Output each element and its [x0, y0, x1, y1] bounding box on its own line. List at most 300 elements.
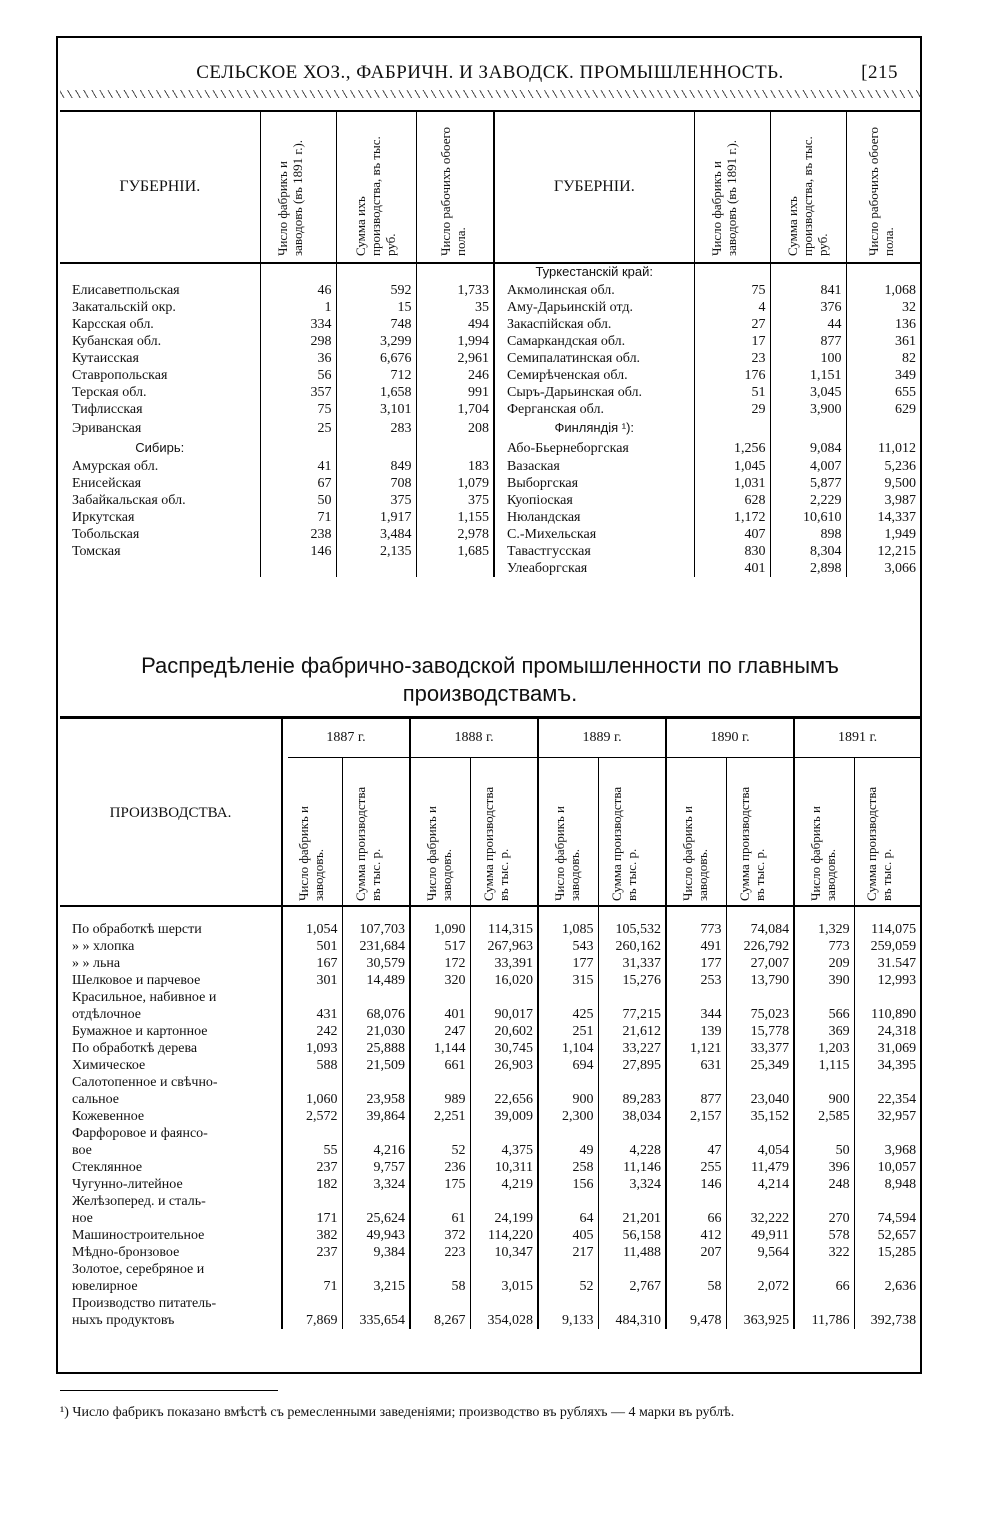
workers-count: 991: [416, 384, 494, 401]
table-row: [60, 1193, 920, 1210]
production-sum: [342, 989, 410, 1006]
production-sum: 592: [336, 282, 416, 299]
production-sum: 10,610: [770, 509, 846, 526]
table-row: [60, 1091, 920, 1108]
factories-count: 1,085: [538, 921, 598, 938]
factories-count: 369: [794, 1023, 854, 1040]
table-row: [60, 1006, 920, 1023]
production-name: Золотое, серебряное и: [72, 1262, 205, 1277]
production-sum: 25,624: [342, 1210, 410, 1227]
years-row: [60, 719, 920, 757]
production-sum: 25,349: [726, 1057, 794, 1074]
production-sum: 74,084: [726, 921, 794, 938]
factories-count: 176: [694, 367, 770, 384]
factories-count: 47: [666, 1142, 726, 1159]
factories-count: [282, 1125, 342, 1142]
factories-count: 1,104: [538, 1040, 598, 1057]
workers-count: 1,155: [416, 509, 494, 526]
empty-cell: [694, 262, 770, 282]
production-sum: 259,059: [854, 938, 920, 955]
col-head-factories: [538, 757, 598, 907]
factories-count: 29: [694, 401, 770, 418]
province-name: Тифлисская: [72, 402, 143, 417]
province-name: Ферганская обл.: [494, 401, 694, 418]
production-sum: 32,222: [726, 1210, 794, 1227]
factories-count: 177: [538, 955, 598, 972]
empty-cell: [416, 438, 494, 458]
production-sum: 484,310: [598, 1312, 666, 1329]
factories-count: 900: [538, 1091, 598, 1108]
table-row: [60, 1295, 920, 1312]
factories-count: 396: [794, 1159, 854, 1176]
production-sum: 3,968: [854, 1142, 920, 1159]
production-sum: 877: [770, 333, 846, 350]
factories-count: 344: [666, 1006, 726, 1023]
factories-count: 36: [260, 350, 336, 367]
factories-count: 182: [282, 1176, 342, 1193]
workers-count: 2,978: [416, 526, 494, 543]
col-head-provinces-right: ГУБЕРНIИ.: [494, 112, 694, 262]
production-sum: 30,745: [470, 1040, 538, 1057]
empty-cell: [336, 560, 416, 577]
factories-count: 255: [666, 1159, 726, 1176]
factories-count: [794, 1261, 854, 1278]
empty-cell: [410, 907, 470, 921]
province-name: Эриванская: [72, 420, 142, 436]
production-sum: 89,283: [598, 1091, 666, 1108]
empty-cell: [846, 418, 920, 438]
workers-count: 11,012: [846, 438, 920, 458]
factories-count: 207: [666, 1244, 726, 1261]
factories-count: 773: [666, 921, 726, 938]
production-sum: 748: [336, 316, 416, 333]
production-sum: 4,216: [342, 1142, 410, 1159]
factories-count: [410, 989, 470, 1006]
table-row: [60, 458, 920, 475]
production-name: » » льна: [72, 956, 121, 971]
table-row: [60, 1227, 920, 1244]
col-head-factories-text: Число фабрикъ и заводовъ.: [808, 806, 839, 901]
empty-cell: [60, 262, 260, 282]
factories-count: 1,115: [794, 1057, 854, 1074]
factories-count: 247: [410, 1023, 470, 1040]
production-sum: 3,015: [470, 1278, 538, 1295]
production-sum: 21,612: [598, 1023, 666, 1040]
factories-count: 64: [538, 1210, 598, 1227]
factories-count: 23: [694, 350, 770, 367]
factories-count: 431: [282, 1006, 342, 1023]
production-sum: 2,135: [336, 543, 416, 560]
factories-count: 55: [282, 1142, 342, 1159]
factories-count: 401: [694, 560, 770, 577]
factories-count: 171: [282, 1210, 342, 1227]
factories-count: 146: [260, 543, 336, 560]
workers-count: 1,949: [846, 526, 920, 543]
province-name: Иркутская: [72, 510, 135, 525]
production-sum: 10,057: [854, 1159, 920, 1176]
factories-count: 407: [694, 526, 770, 543]
factories-count: [666, 1125, 726, 1142]
production-sum: 22,354: [854, 1091, 920, 1108]
workers-count: 375: [416, 492, 494, 509]
production-sum: [854, 1295, 920, 1312]
factories-count: 412: [666, 1227, 726, 1244]
production-sum: 1,151: [770, 367, 846, 384]
production-sum: 375: [336, 492, 416, 509]
col-head-productions: ПРОИЗВОДСТВА.: [109, 804, 232, 821]
production-sum: 8,948: [854, 1176, 920, 1193]
province-name: Або-Бьернеборгская: [494, 438, 694, 458]
col-head-factories-right: Число фабрикъ и заводовъ (въ 1891 г.).: [694, 112, 770, 262]
production-name: По обработкѣ дерева: [72, 1041, 198, 1056]
production-sum: 34,395: [854, 1057, 920, 1074]
factories-count: 51: [694, 384, 770, 401]
production-sum: 23,958: [342, 1091, 410, 1108]
production-sum: 77,215: [598, 1006, 666, 1023]
production-name: Чугунно-литейное: [72, 1177, 183, 1192]
factories-count: 1,172: [694, 509, 770, 526]
table-row: [60, 333, 920, 350]
table-row: [60, 972, 920, 989]
factories-count: 75: [260, 401, 336, 418]
table2-header-rule: [60, 905, 920, 907]
factories-count: 237: [282, 1244, 342, 1261]
empty-cell: [336, 262, 416, 282]
factories-count: [666, 1193, 726, 1210]
factories-count: 1,060: [282, 1091, 342, 1108]
production-sum: 27,895: [598, 1057, 666, 1074]
production-sum: [598, 1125, 666, 1142]
production-sum: 22,656: [470, 1091, 538, 1108]
production-sum: 13,790: [726, 972, 794, 989]
factories-count: 631: [666, 1057, 726, 1074]
production-sum: 6,676: [336, 350, 416, 367]
province-name: Терская обл.: [72, 385, 147, 400]
factories-count: [794, 1193, 854, 1210]
factories-count: [410, 1261, 470, 1278]
production-sum: 10,347: [470, 1244, 538, 1261]
spacer-row: [60, 907, 920, 921]
production-sum: 31.547: [854, 955, 920, 972]
empty-cell: [846, 262, 920, 282]
factories-count: 236: [410, 1159, 470, 1176]
production-sum: 31,337: [598, 955, 666, 972]
production-sum: 114,315: [470, 921, 538, 938]
production-sum: 3,900: [770, 401, 846, 418]
production-sum: 392,738: [854, 1312, 920, 1329]
factories-count: 401: [410, 1006, 470, 1023]
col-head-factories: [282, 757, 342, 907]
factories-count: [538, 1125, 598, 1142]
production-sum: 708: [336, 475, 416, 492]
col-head-factories: [410, 757, 470, 907]
production-sum: 25,888: [342, 1040, 410, 1057]
col-head-sum: [726, 757, 794, 907]
production-sum: [598, 1295, 666, 1312]
production-sum: [726, 1295, 794, 1312]
workers-count: 9,500: [846, 475, 920, 492]
empty-cell: [260, 560, 336, 577]
production-sum: 11,146: [598, 1159, 666, 1176]
province-name: Куопioская: [494, 492, 694, 509]
factories-count: 491: [666, 938, 726, 955]
production-sum: [470, 989, 538, 1006]
production-sum: [598, 1261, 666, 1278]
year-1887: 1887 г.: [282, 719, 410, 757]
provinces-table: [60, 112, 920, 577]
factories-count: 156: [538, 1176, 598, 1193]
empty-cell: [666, 907, 726, 921]
production-name: Фарфоровое и фаянсо-: [72, 1126, 208, 1141]
workers-count: 361: [846, 333, 920, 350]
factories-count: 52: [538, 1278, 598, 1295]
factories-count: 877: [666, 1091, 726, 1108]
workers-count: 82: [846, 350, 920, 367]
production-sum: [854, 1125, 920, 1142]
province-name: С.-Михельская: [494, 526, 694, 543]
production-name: сальное: [72, 1092, 119, 1107]
production-sum: 38,034: [598, 1108, 666, 1125]
production-sum: 3,299: [336, 333, 416, 350]
table-row: [60, 1023, 920, 1040]
factories-count: 49: [538, 1142, 598, 1159]
production-sum: [342, 1125, 410, 1142]
table1-header-rule: [60, 262, 920, 264]
production-sum: 20,602: [470, 1023, 538, 1040]
production-sum: 27,007: [726, 955, 794, 972]
factories-count: 588: [282, 1057, 342, 1074]
factories-count: 661: [410, 1057, 470, 1074]
production-sum: 260,162: [598, 938, 666, 955]
empty-cell: [342, 907, 410, 921]
production-sum: 32,957: [854, 1108, 920, 1125]
empty-cell: [854, 907, 920, 921]
table-row: [60, 1244, 920, 1261]
table-row: [60, 367, 920, 384]
production-sum: 68,076: [342, 1006, 410, 1023]
section-title: Распредѣленiе фабрично-заводской промышленности по главнымъ производствамъ.: [141, 653, 839, 706]
production-sum: 21,030: [342, 1023, 410, 1040]
province-name: Выборгская: [494, 475, 694, 492]
workers-count: 12,215: [846, 543, 920, 560]
col-head-sum-right: Сумма ихъ производства, въ тыс. руб.: [770, 112, 846, 262]
factories-count: 578: [794, 1227, 854, 1244]
table-row: [60, 350, 920, 367]
empty-cell: [416, 560, 494, 577]
production-sum: [726, 1261, 794, 1278]
factories-count: 56: [260, 367, 336, 384]
production-sum: 712: [336, 367, 416, 384]
factories-count: 175: [410, 1176, 470, 1193]
production-sum: 100: [770, 350, 846, 367]
year-1891: 1891 г.: [794, 719, 920, 757]
production-sum: [470, 1193, 538, 1210]
production-name: Салотопенное и свѣчно-: [72, 1075, 218, 1090]
workers-count: 183: [416, 458, 494, 475]
factories-count: [666, 989, 726, 1006]
workers-count: 35: [416, 299, 494, 316]
factories-count: 390: [794, 972, 854, 989]
table-row: [60, 1108, 920, 1125]
production-sum: 3,324: [598, 1176, 666, 1193]
factories-count: 248: [794, 1176, 854, 1193]
production-sum: 9,384: [342, 1244, 410, 1261]
empty-cell: [260, 262, 336, 282]
production-sum: 8,304: [770, 543, 846, 560]
factories-count: 46: [260, 282, 336, 299]
factories-count: 2,251: [410, 1108, 470, 1125]
production-name: Красильное, набивное и: [72, 990, 217, 1005]
production-sum: 35,152: [726, 1108, 794, 1125]
factories-count: [666, 1295, 726, 1312]
production-sum: 15,285: [854, 1244, 920, 1261]
production-sum: 376: [770, 299, 846, 316]
production-sum: 9,757: [342, 1159, 410, 1176]
province-name: Ставропольская: [72, 368, 168, 383]
production-sum: 363,925: [726, 1312, 794, 1329]
factories-count: 1,093: [282, 1040, 342, 1057]
empty-cell: [726, 907, 794, 921]
col-head-sum-text: Сумма производства въ тыс. р.: [608, 786, 639, 901]
table-row: [60, 282, 920, 299]
col-head-sum-text: Сумма производства въ тыс. р.: [864, 786, 895, 901]
production-sum: 849: [336, 458, 416, 475]
factories-count: [538, 989, 598, 1006]
factories-count: 357: [260, 384, 336, 401]
production-sum: 898: [770, 526, 846, 543]
factories-count: 1,045: [694, 458, 770, 475]
production-sum: 4,375: [470, 1142, 538, 1159]
production-sum: 90,017: [470, 1006, 538, 1023]
workers-count: 136: [846, 316, 920, 333]
factories-count: 238: [260, 526, 336, 543]
year-1888: 1888 г.: [410, 719, 538, 757]
province-name: Закатальскiй окр.: [72, 300, 176, 315]
production-sum: 267,963: [470, 938, 538, 955]
province-name: Акмолинская обл.: [494, 282, 694, 299]
production-name: отдѣлочное: [72, 1007, 142, 1022]
empty-cell: [282, 907, 342, 921]
running-head: [60, 62, 920, 92]
factories-count: [538, 1261, 598, 1278]
factories-count: 543: [538, 938, 598, 955]
workers-count: 349: [846, 367, 920, 384]
production-sum: [854, 989, 920, 1006]
factories-count: 172: [410, 955, 470, 972]
factories-count: 1,144: [410, 1040, 470, 1057]
production-sum: [598, 1074, 666, 1091]
production-sum: 2,767: [598, 1278, 666, 1295]
production-sum: [726, 1074, 794, 1091]
workers-count: 1,994: [416, 333, 494, 350]
production-sum: 335,654: [342, 1312, 410, 1329]
production-sum: 841: [770, 282, 846, 299]
factories-count: 900: [794, 1091, 854, 1108]
production-sum: [726, 989, 794, 1006]
empty-cell: [416, 262, 494, 282]
production-name: Кожевенное: [72, 1109, 145, 1124]
factories-count: 66: [794, 1278, 854, 1295]
col-head-sum: [854, 757, 920, 907]
footnote: ¹) Число фабрикъ показано вмѣстѣ съ ремесленными заведенiями; производство въ рубляхъ — 4 марки въ рублѣ.: [60, 1405, 735, 1420]
factories-count: 50: [260, 492, 336, 509]
workers-count: 1,079: [416, 475, 494, 492]
page-number: [215: [861, 62, 898, 83]
production-sum: 74,594: [854, 1210, 920, 1227]
production-name: Бумажное и картонное: [72, 1024, 208, 1039]
section-heading: Туркестанскiй край:: [494, 262, 694, 282]
production-sum: 4,219: [470, 1176, 538, 1193]
col-head-factories-left: Число фабрикъ и заводовъ (въ 1891 г.).: [260, 112, 336, 262]
table-row: [60, 1074, 920, 1091]
table-row: [60, 543, 920, 560]
factories-count: 251: [538, 1023, 598, 1040]
workers-count: 655: [846, 384, 920, 401]
factories-count: 71: [260, 509, 336, 526]
table-row: [60, 989, 920, 1006]
production-sum: 114,075: [854, 921, 920, 938]
production-sum: [342, 1074, 410, 1091]
table-row: [60, 509, 920, 526]
factories-count: [538, 1193, 598, 1210]
factories-count: 830: [694, 543, 770, 560]
factories-count: [282, 1193, 342, 1210]
factories-count: 4: [694, 299, 770, 316]
factories-count: 694: [538, 1057, 598, 1074]
production-sum: 354,028: [470, 1312, 538, 1329]
factories-count: 71: [282, 1278, 342, 1295]
workers-count: 3,066: [846, 560, 920, 577]
factories-count: 253: [666, 972, 726, 989]
factories-count: 25: [260, 418, 336, 438]
table-row: [60, 1057, 920, 1074]
factories-count: 167: [282, 955, 342, 972]
empty-cell: [770, 262, 846, 282]
province-name: Амурская обл.: [72, 459, 159, 474]
production-sum: 4,054: [726, 1142, 794, 1159]
province-name: Вазаская: [494, 458, 694, 475]
provinces-header-row: [60, 112, 920, 262]
factories-count: 382: [282, 1227, 342, 1244]
factories-count: 27: [694, 316, 770, 333]
workers-count: 14,337: [846, 509, 920, 526]
table-row: [60, 1278, 920, 1295]
factories-count: 1,256: [694, 438, 770, 458]
production-sum: [342, 1193, 410, 1210]
table-row: [60, 1142, 920, 1159]
production-sum: [726, 1193, 794, 1210]
factories-count: 61: [410, 1210, 470, 1227]
factories-count: 315: [538, 972, 598, 989]
factories-count: 17: [694, 333, 770, 350]
factories-count: 52: [410, 1142, 470, 1159]
workers-count: 246: [416, 367, 494, 384]
col-head-sum-left: Сумма ихъ производства, въ тыс. руб.: [336, 112, 416, 262]
col-head-sum: [470, 757, 538, 907]
col-head-factories: [666, 757, 726, 907]
production-sum: 33,391: [470, 955, 538, 972]
production-sum: [342, 1261, 410, 1278]
workers-count: 1,704: [416, 401, 494, 418]
footnote-rule: [60, 1390, 278, 1391]
factories-count: 566: [794, 1006, 854, 1023]
workers-count: 3,987: [846, 492, 920, 509]
production-sum: 2,636: [854, 1278, 920, 1295]
production-sum: 31,069: [854, 1040, 920, 1057]
table-row: [60, 438, 920, 458]
factories-count: 2,572: [282, 1108, 342, 1125]
workers-count: 629: [846, 401, 920, 418]
